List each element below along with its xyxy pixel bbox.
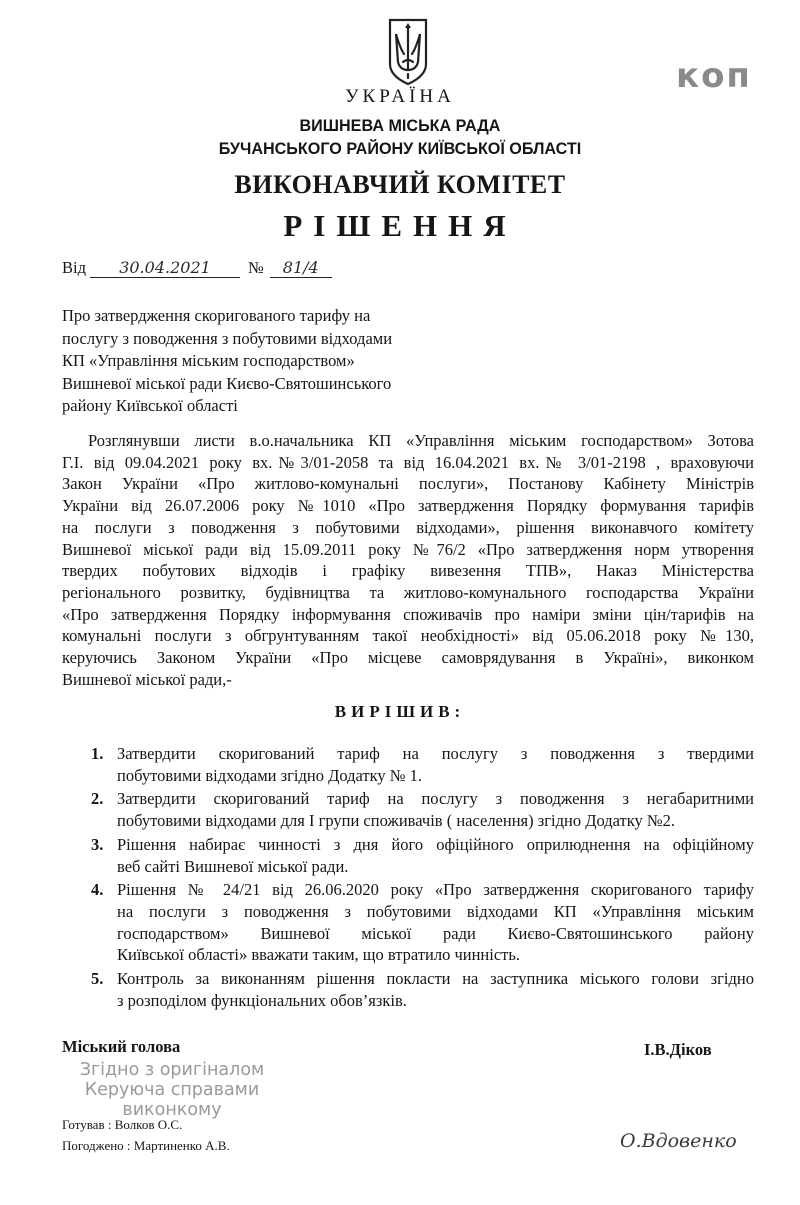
mayor-name: І.В.Діков [644,1040,712,1059]
preamble-line: комунальні послуги з обгрунтуванням такої необхідності» від 05.06.2018 року №130, [62,626,754,646]
decision-number: 4. [91,880,104,900]
document-type-heading: РІШЕННЯ [283,208,517,243]
decision-subject [62,305,462,418]
preamble-line: Розглянувши листи в.о.начальника КП «Управління міським господарством» Зотова [88,431,754,450]
decision-number: 3. [91,834,104,854]
decision-line: Затвердити скоригований тариф на послугу з поводження з твердими [117,744,754,763]
decision-line: побутовими відходами згідно Додатку № 1. [117,765,423,785]
preamble-line: Закон України «Про житлово-комунальні послуги», Постанову Кабінету Міністрів [62,474,754,494]
subject-line: КП «Управління міським господарством» [62,351,355,370]
prepared-by: Готував : Волков О.С. [62,1117,183,1132]
stamp-line: Згідно з оригіналом [79,1060,265,1080]
preamble-line: Вишневої міської ради,- [62,669,232,689]
decision-number: 5. [91,969,104,989]
decision-line: Контроль за виконанням рішення покласти на заступника міського голови згідно [117,969,754,989]
decision-line: на послуги з поводження з побутовими відходами КП «Управління міським [117,901,754,921]
agreed-by: Погоджено : Мартиненко А.В. [62,1138,230,1153]
preamble-line: Г.І. від 09.04.2021 року вх.№3/01-2058 та від 16.04.2021 вх.№ 3/01-2198 , враховуючи [62,452,754,472]
decision-line: Затвердити скоригований тариф на послугу з поводження з негабаритними [117,789,754,809]
mayor-title: Міський голова [62,1037,181,1056]
committee-heading: ВИКОНАВЧИЙ КОМІТЕТ [234,170,566,199]
preamble-line: керуючись Законом України «Про місцеве самоврядування в Україні», виконком [62,648,754,668]
decision-line: Рішення № 24/21 від 26.06.2020 року «Про затвердження скоригованого тарифу [117,880,754,900]
number-value: 81/4 [270,258,332,278]
decision-item [62,834,754,877]
certification-stamp [62,1060,282,1120]
decision-item [62,968,754,1011]
decision-line: з розподілом функціональних обов’язків. [117,990,407,1010]
decision-line: веб сайті Вишневої міської ради. [117,856,349,876]
number-label: № [248,258,264,277]
coat-of-arms-icon [386,18,430,86]
preamble-line: регіонального розвитку, будівництва та житлово-комунального господарства України [62,582,754,602]
subject-line: Про затвердження скоригованого тарифу на [62,306,371,325]
preamble-line: «Про затвердження Порядку інформування споживачів про наміри зміни цін/тарифів на [62,604,754,624]
decision-line: Рішення набирає чинності з дня його офіційного оприлюднення на офіційному [117,834,754,854]
subject-line: Вишневої міської ради Києво-Святошинського [62,373,392,393]
decision-line: господарством» Вишневої міської ради Києво-Святошинського району [117,923,754,943]
copy-stamp-fragment: коп [676,56,752,96]
decision-item [62,743,754,786]
council-name: ВИШНЕВА МІСЬКА РАДА [299,116,501,135]
decision-line: Київської області» вважати таким, що втратило чинність. [117,945,521,965]
decision-list [62,743,754,1013]
stamp-line: виконкому [122,1100,222,1120]
decision-item [62,879,754,966]
subject-line: району Київської області [62,396,238,415]
registration-line [62,258,332,278]
handwritten-signature: О.Вдовенко [620,1130,737,1152]
country-heading: УКРАЇНА [345,86,455,107]
decision-line: побутовими відходами для І групи споживачів ( населення) згідно Додатку №2. [117,811,676,831]
decision-item [62,788,754,831]
resolved-heading: ВИРІШИВ: [334,702,466,721]
preamble-line: твердих побутових відходів і графіку вивезення ТПВ», Наказ Міністерства [62,561,754,581]
council-district: БУЧАНСЬКОГО РАЙОНУ КИЇВСЬКОЇ ОБЛАСТІ [218,139,582,158]
stamp-line: Керуюча справами [84,1080,260,1100]
subject-line: послугу з поводження з побутовими відходами [62,328,393,348]
preamble-line: Вишневої міської ради від 15.09.2011 року №76/2 «Про затвердження норм утворення [62,539,754,559]
decision-number: 2. [91,789,104,809]
date-label: Від [62,258,86,277]
preamble-line: України від 26.07.2006 року №1010 «Про затвердження Порядку формування тарифів [62,496,754,516]
preamble-line: на послуги з поводження з побутовими відходами», рішення виконавчого комітету [62,517,754,537]
preamble-paragraph [62,430,754,690]
date-value: 30.04.2021 [90,258,240,278]
decision-number: 1. [91,744,104,763]
